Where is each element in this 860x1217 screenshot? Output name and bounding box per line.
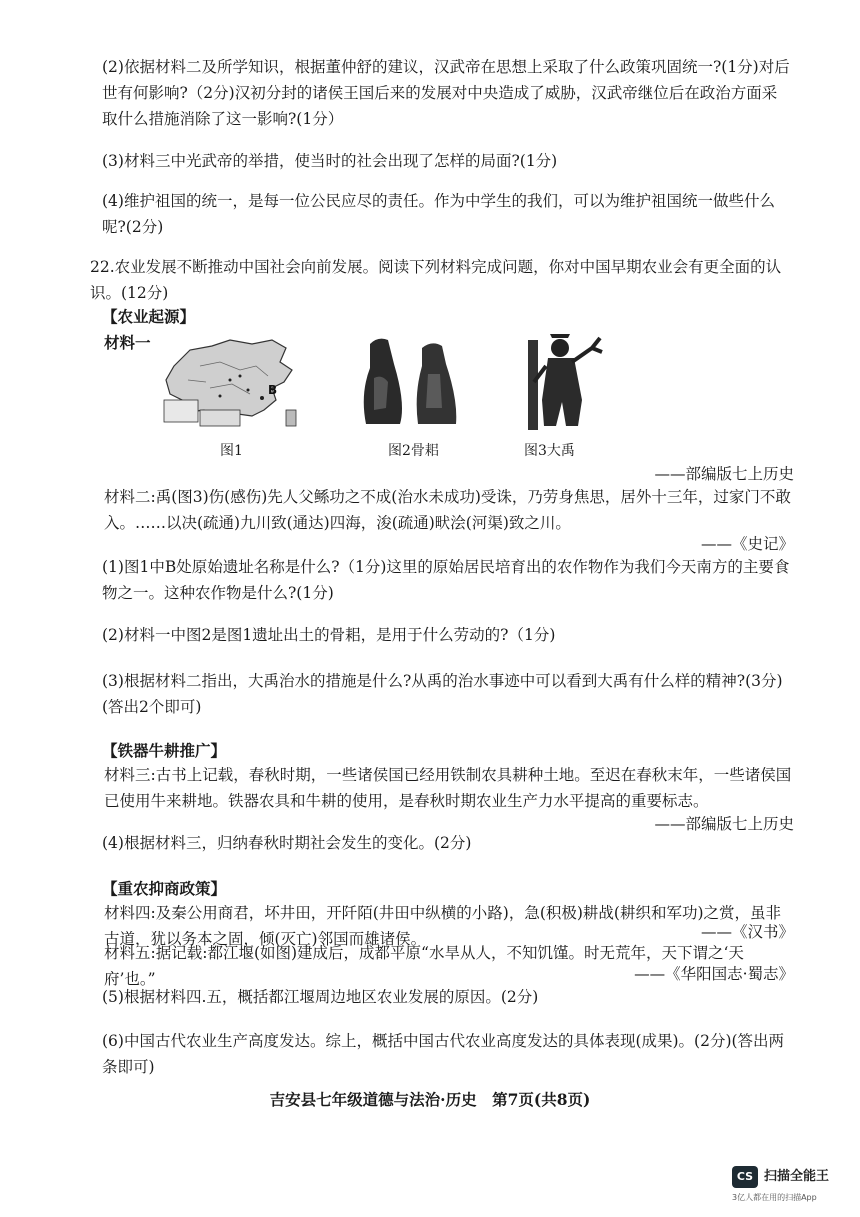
source-2: ——《史记》 (700, 535, 794, 553)
question-22-intro: 22.农业发展不断推动中国社会向前发展。阅读下列材料完成问题，你对中国早期农业会有更全面的认识。(12分) (90, 258, 782, 302)
camscanner-logo-icon: CS (732, 1166, 758, 1188)
source-1: ——部编版七上历史 (654, 465, 794, 483)
question-22-1: (1)图1中B处原始遗址名称是什么?（1分)这里的原始居民培育出的农作物作为我们今天南方的主要食物之一。这种农作物是什么?(1分) (102, 558, 790, 602)
scanner-tagline: 3亿人都在用的扫描App (732, 1193, 817, 1202)
material-3: 材料三:古书上记载，春秋时期，一些诸侯国已经用铁制农具耕种土地。至迟在春秋末年，一些诸侯国已使用牛来耕地。铁器农具和牛耕的使用，是春秋时期农业生产力水平提高的重要标志。 (104, 766, 792, 810)
source-3: ——部编版七上历史 (654, 815, 794, 833)
question-22-2: (2)材料一中图2是图1遗址出土的骨耜，是用于什么劳动的?（1分) (102, 626, 556, 644)
source-4: ——《汉书》 (700, 923, 794, 941)
source-5: ——《华阳国志·蜀志》 (634, 965, 794, 983)
bone-spade-image (360, 334, 460, 430)
material-1-figures (160, 330, 640, 460)
da-yu-image (526, 330, 606, 434)
material-1-label: 材料一 (104, 333, 151, 352)
scanner-watermark (732, 1162, 842, 1206)
map-marker-b: B (268, 383, 278, 397)
material-4: 材料四:及秦公用商君，坏井田，开阡陌(井田中纵横的小路)，急(积极)耕战(耕织和军功)之赏，虽非古道，犹以务本之固，倾(灭亡)邻国而雄诸侯。 (104, 904, 782, 948)
material-2: 材料二:禹(图3)伤(感伤)先人父鲧功之不成(治水未成功)受诛，乃劳身焦思，居外十三年，过家门不敢入。……以决(疏通)九川致(通达)四海，浚(疏通)畎浍(河渠)致之川。 (104, 488, 791, 532)
scanner-app-name: 扫描全能王 (764, 1169, 830, 1184)
china-map-image (160, 336, 310, 432)
question-21-4: (4)维护祖国的统一，是每一位公民应尽的责任。作为中学生的我们，可以为维护祖国统一做些什么呢?(2分) (102, 192, 775, 236)
material-5: 材料五:据记载:都江堰(如图)建成后，成都平原“水旱从人，不知饥馑。时无荒年，天下谓之‘天府’也。” (104, 944, 744, 988)
figure-3-caption: 图3大禹 (524, 443, 575, 459)
question-22-3: (3)根据材料二指出，大禹治水的措施是什么?从禹的治水事迹中可以看到大禹有什么样的精神?(3分)(答出2个即可) (102, 672, 783, 716)
section-iron-ox-plough: 【铁器牛耕推广】 (102, 741, 227, 760)
question-22-5: (5)根据材料四.五，概括都江堰周边地区农业发展的原因。(2分) (102, 988, 539, 1006)
figure-2-caption: 图2骨耜 (388, 443, 439, 459)
section-agriculture-policy: 【重农抑商政策】 (102, 879, 227, 898)
section-agriculture-origin: 【农业起源】 (102, 307, 196, 326)
figure-1-caption: 图1 (220, 443, 243, 459)
question-22-6: (6)中国古代农业生产高度发达。综上，概括中国古代农业高度发达的具体表现(成果)。(2分)(答出两条即可) (102, 1032, 785, 1076)
question-22-4: (4)根据材料三，归纳春秋时期社会发生的变化。(2分) (102, 834, 472, 852)
page-footer: 吉安县七年级道德与法治·历史 第7页(共8页) (269, 1090, 591, 1109)
question-21-2: (2)依据材料二及所学知识，根据董仲舒的建议，汉武帝在思想上采取了什么政策巩固统一?(1分)对后世有何影响?（2分)汉初分封的诸侯王国后来的发展对中央造成了威胁，汉武帝继位后在政治方面采取什么措施消除了这一影响?(1分） (102, 58, 790, 128)
question-21-3: (3)材料三中光武帝的举措，使当时的社会出现了怎样的局面?(1分) (102, 152, 558, 170)
